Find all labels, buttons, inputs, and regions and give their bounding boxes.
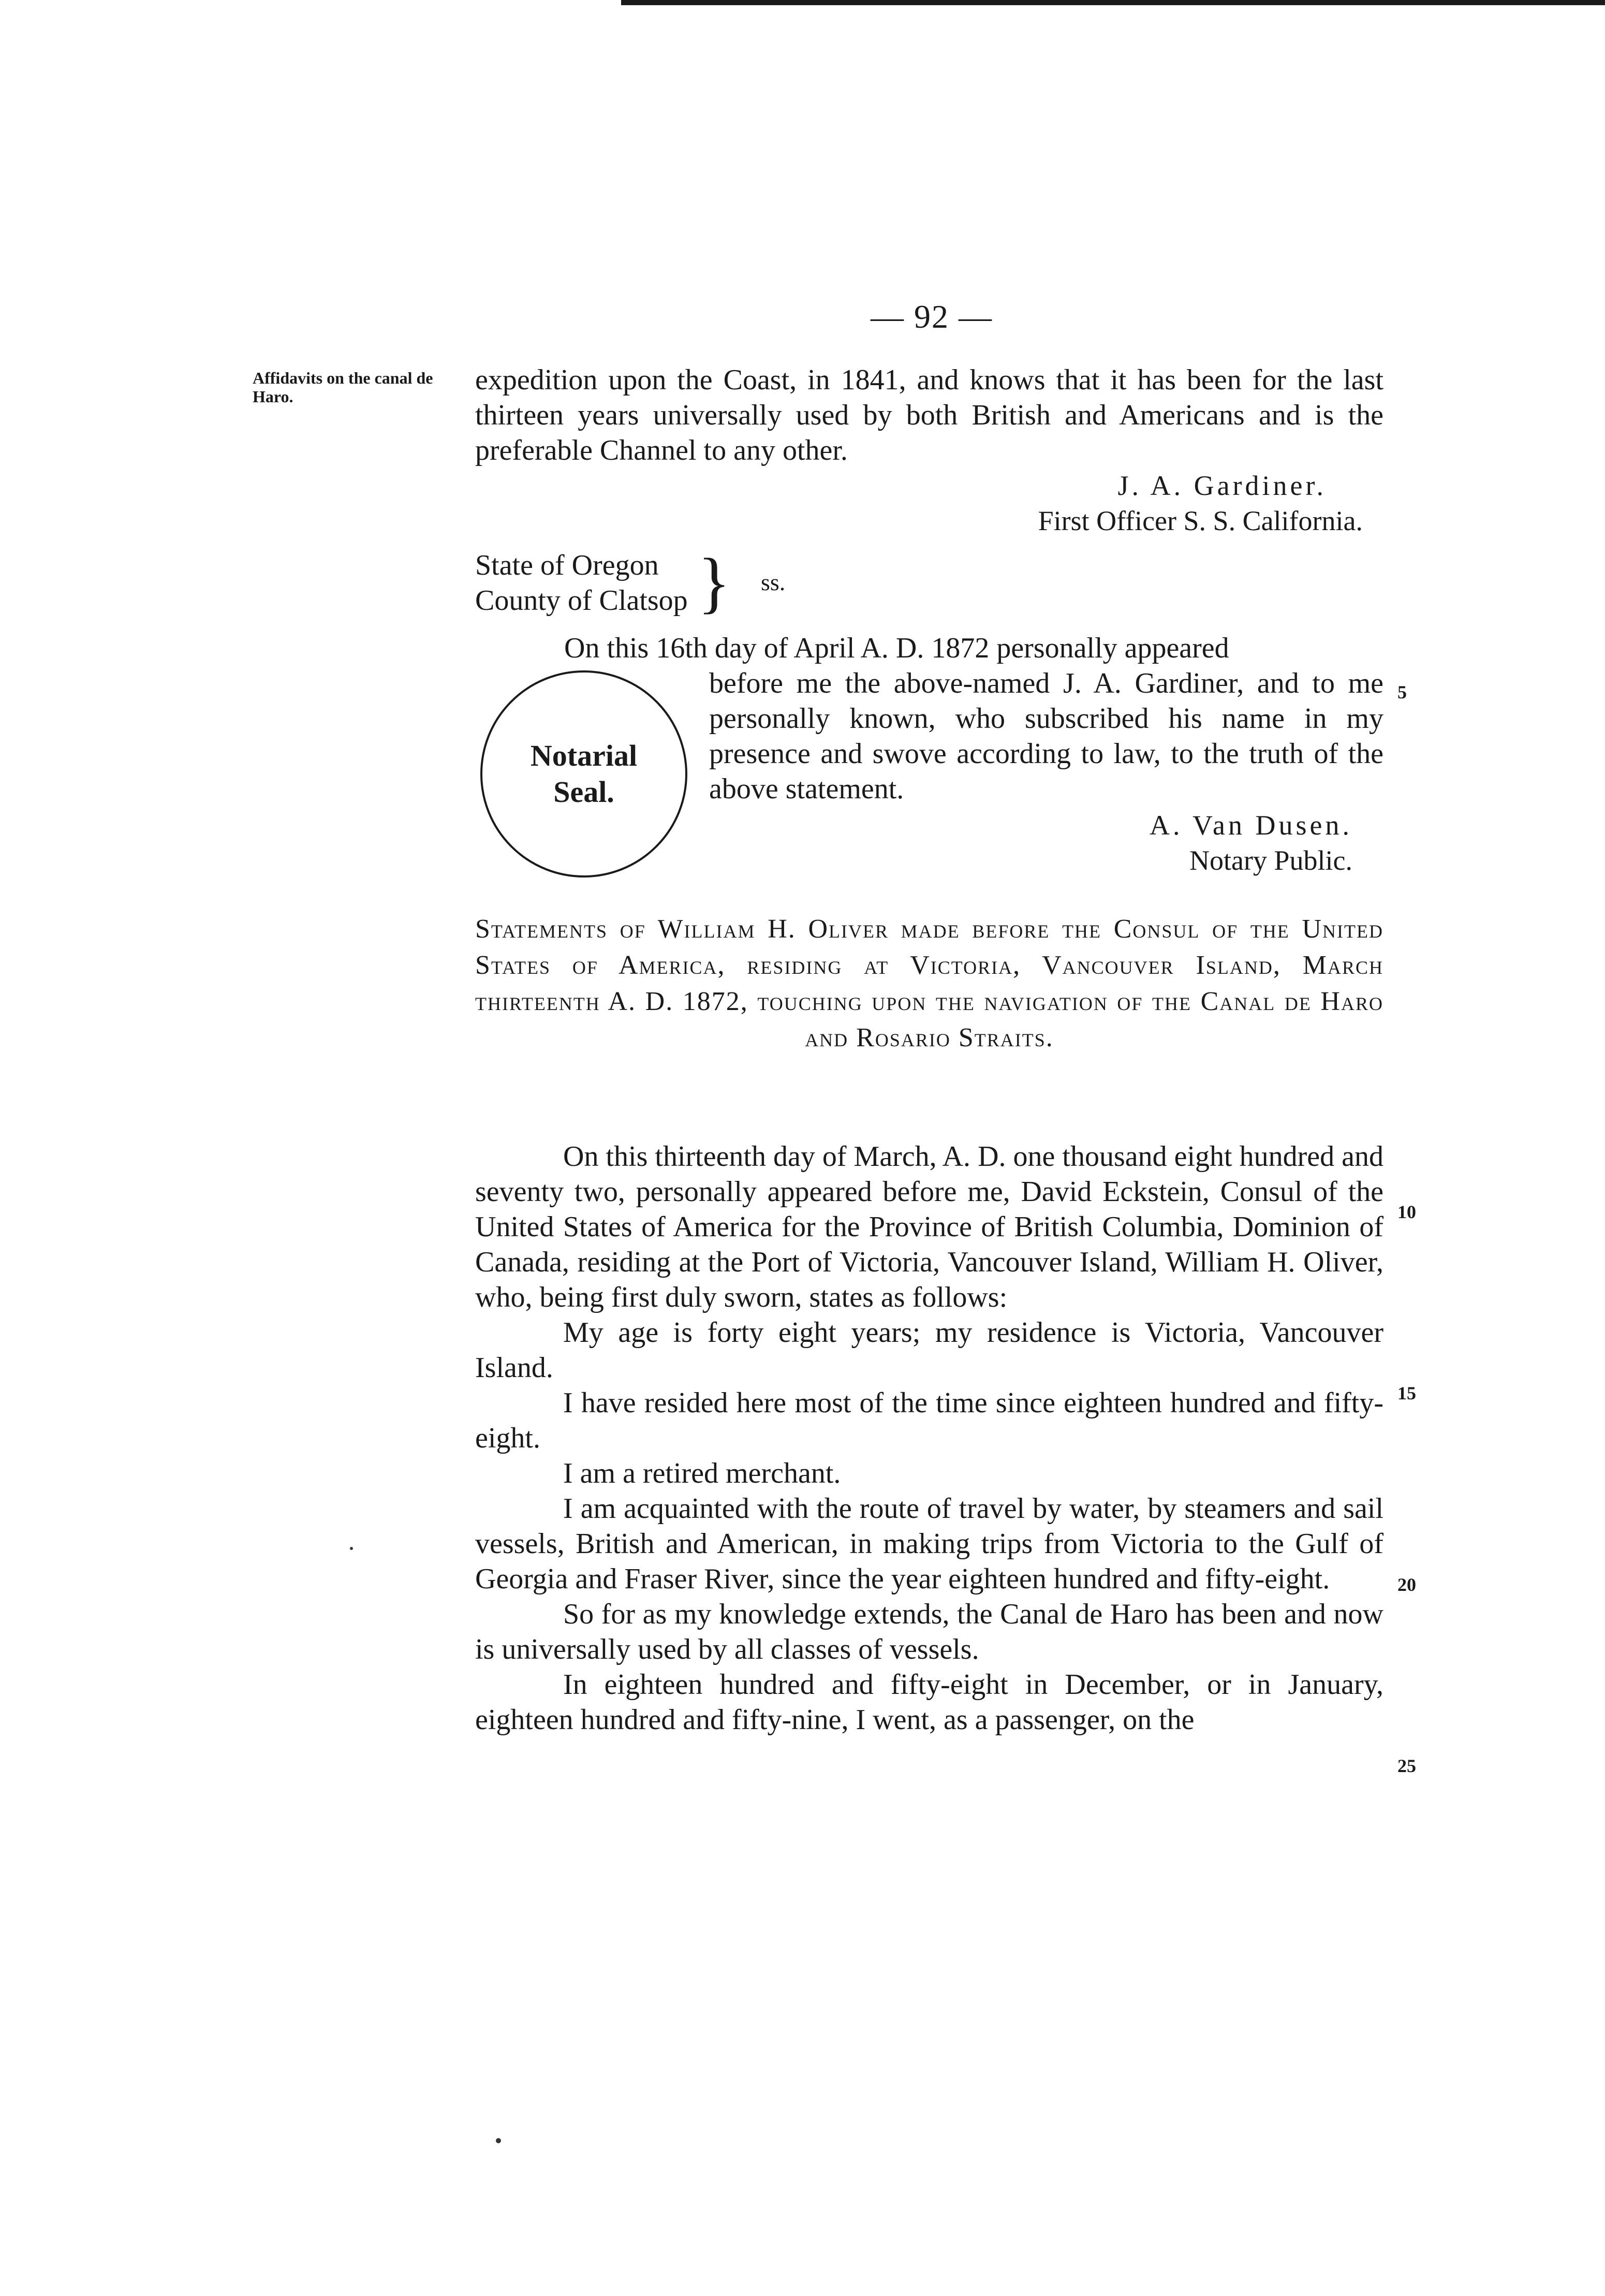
notary-signature: A. Van Dusen. [1150,810,1352,841]
gardiner-statement [475,362,1383,538]
paragraph-1: On this thirteenth day of March, A. D. one thousand eight hundred and seventy two, personally appeared before me, David Eckstein, Consul of the United States of America for the Province of British Columbia, Dominion of Canada, residing at the Port of Victoria, Vancouver Island, William H. Oliver, who, being first duly sworn, states as follows: [475,1140,1383,1313]
notary-title: Notary Public. [1189,845,1352,876]
line-number: 25 [1397,1756,1416,1776]
venue-block [475,548,688,618]
gardiner-signature: J. A. Gardiner. [1117,470,1327,501]
margin-note: Affidavits on the canal de Haro. [253,369,433,406]
seal-line-1: Notarial [530,739,638,772]
paragraph-6: So for as my knowledge extends, the Canal de Haro has been and now is universally used by all classes of vessels. [475,1598,1383,1665]
page-number: — 92 — [871,298,993,335]
oliver-statement [475,1139,1383,1737]
venue-state: State of Oregon [475,549,659,581]
paragraph-2: My age is forty eight years; my residence is Victoria, Vancouver Island. [475,1317,1383,1384]
paragraph-3: I have resided here most of the time since eighteen hundred and fifty-eight. [475,1387,1383,1454]
top-rule [621,0,1605,5]
seal-line-2: Seal. [553,775,614,809]
gardiner-title: First Officer S. S. California. [1038,505,1363,536]
speck [350,1547,353,1550]
paragraph-4: I am a retired merchant. [563,1457,841,1489]
paragraph-7: In eighteen hundred and fifty-eight in December, or in January, eighteen hundred and fifty-nine, I went, as a passenger, on the [475,1669,1383,1736]
line-number: 15 [1397,1383,1416,1403]
speck [496,2138,501,2143]
paragraph-5: I am acquainted with the route of travel by water, by steamers and sail vessels, British and American, in making trips from Victoria to the Gulf of Georgia and Fraser River, since the year eighteen hundred and fifty-eight. [475,1493,1383,1595]
notary-signature-block [475,808,1383,878]
line-number: 5 [1397,682,1407,703]
gardiner-statement-text: expedition upon the Coast, in 1841, and knows that it has been for the last thirteen years universally used by both British and Americans and is the preferable Channel to any other. [475,364,1383,466]
notarial-intro: On this 16th day of April A. D. 1872 personally appeared [564,632,1229,664]
line-number: 20 [1397,1574,1416,1595]
section-heading: Statements of William H. Oliver made before the Consul of the United States of America, residing at Victoria, Vancouver Island, March thirteenth A. D. 1872, touching upon the navigation of the Canal de Haro and Rosario Straits. [475,914,1383,1052]
line-number: 10 [1397,1202,1416,1222]
venue-brace: } [698,544,731,620]
notarial-body: before me the above-named J. A. Gardiner, and to me personally known, who subscribed his name in my presence and swove according to law, to the truth of the above statement. [709,667,1383,805]
venue-county: County of Clatsop [475,584,688,617]
venue-ss: ss. [761,569,786,595]
